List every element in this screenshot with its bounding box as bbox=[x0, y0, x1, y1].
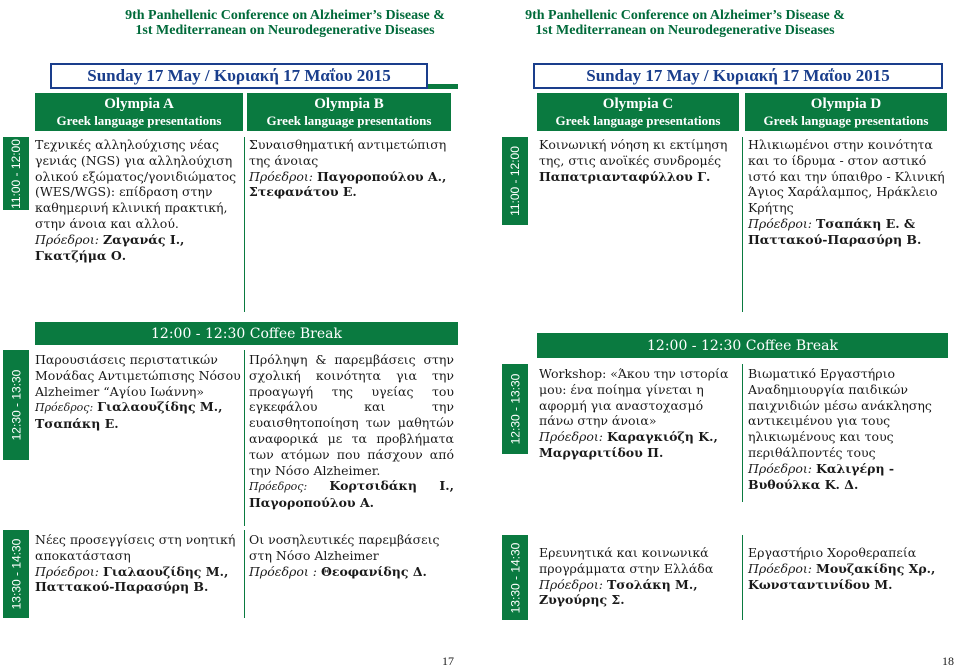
room-a-name: Olympia A bbox=[104, 96, 174, 112]
divider-c3-d3 bbox=[742, 535, 743, 620]
session-d2-chairs: Καλιγέρη - Βυθούλκα Κ. Δ. bbox=[748, 460, 895, 492]
left-day-band-extension bbox=[428, 84, 458, 89]
room-c-name: Olympia C bbox=[602, 96, 674, 112]
session-a1 bbox=[32, 137, 244, 263]
session-c1-chairs: Παπατριανταφύλλου Γ. bbox=[539, 168, 711, 184]
session-b1-chairs-label: Πρόεδροι: bbox=[249, 168, 313, 184]
left-conference-header bbox=[110, 8, 460, 38]
session-a1-title: Τεχνικές αλληλούχισης νέας γενιάς (NGS) για αλληλούχιση ολικού εξώματος/γονιδιώματος (WES/WGS): επίδραση στην καθημερινή κλινική πρακτική, στην άνοια και αλλού. bbox=[35, 137, 237, 231]
left-header-line1: 9th Panhellenic Conference on Alzheimer’s Disease & bbox=[125, 8, 445, 23]
left-time-1230-label: 12:30 - 13:30 bbox=[9, 369, 24, 441]
left-time-1330 bbox=[3, 530, 29, 618]
session-a3-chairs: Γιαλαουζίδης Μ., Παττακού-Παρασύρη Β. bbox=[35, 563, 229, 595]
session-d2-chairs-label: Πρόεδροι: bbox=[748, 460, 812, 476]
session-a1-chairs: Ζαγανάς Ι., Γκατζήμα Ο. bbox=[35, 231, 185, 263]
page-number-left: 17 bbox=[442, 654, 454, 668]
session-b2-chairs-label: Πρόεδρος: bbox=[249, 480, 308, 494]
session-c1-title: Κοινωνική νόηση κι εκτίμηση της, στις ανοϊκές συνδρομές bbox=[539, 137, 728, 168]
session-a2-title: Παρουσιάσεις περιστατικών Μονάδας Αντιμετώπισης Νόσου Alzheimer “Αγίου Ιωάννη» bbox=[35, 352, 241, 399]
session-a2-chairs: Γιαλαουζίδης Μ., Τσαπάκη Ε. bbox=[35, 399, 223, 432]
session-d1-chairs: Τσαπάκη Ε. & Παττακού-Παρασύρη Β. bbox=[748, 215, 922, 247]
session-c2 bbox=[536, 366, 740, 461]
session-a3 bbox=[32, 532, 244, 595]
right-time-1230 bbox=[502, 364, 528, 454]
right-header-line2: 1st Mediterranean on Neurodegenerative Diseases bbox=[535, 23, 835, 38]
session-d1-title: Ηλικιωμένοι στην κοινότητα και το ίδρυμα - στον αστικό ιστό και την ύπαιθρο - Κλινική Άγιος Χαράλαμπος, Ηράκλειο Κρήτης bbox=[748, 137, 945, 216]
session-b2-title: Πρόληψη & παρεμβάσεις στην σχολική κοινότητα για την προαγωγή της υγείας του εγκεφάλου και την ευαισθητοποίηση των μαθητών αναφορικά με τα προβλήματα των ατόμων που πάσχουν από την Νόσο Alzheimer. bbox=[249, 352, 454, 478]
room-b-sub: Greek language presentations bbox=[266, 113, 432, 128]
session-d2 bbox=[745, 366, 949, 492]
session-d3-title: Εργαστήριο Χοροθεραπεία bbox=[748, 545, 917, 560]
session-a3-title: Νέες προσεγγίσεις στη νοητική αποκατάσταση bbox=[35, 532, 236, 563]
session-a3-chairs-label: Πρόεδροι: bbox=[35, 563, 99, 579]
divider-a2-b2 bbox=[244, 350, 245, 526]
left-day-band: Sunday 17 May / Κυριακή 17 Μαΐου 2015 bbox=[50, 63, 428, 89]
room-header-olympia-c bbox=[537, 93, 739, 131]
right-conference-header bbox=[510, 8, 860, 38]
session-b3-chairs-label: Πρόεδροι : bbox=[249, 563, 317, 579]
session-b1 bbox=[246, 137, 454, 200]
session-d3 bbox=[745, 545, 949, 592]
divider-a3-b3 bbox=[244, 530, 245, 618]
session-b1-chairs: Παγοροπούλου Α., Στεφανάτου Ε. bbox=[249, 168, 447, 200]
divider-c2-d2 bbox=[742, 364, 743, 502]
right-day-band: Sunday 17 May / Κυριακή 17 Μαΐου 2015 bbox=[533, 63, 943, 89]
left-coffee-break: 12:00 - 12:30 Coffee Break bbox=[35, 322, 458, 345]
room-a-sub: Greek language presentations bbox=[56, 113, 222, 128]
left-time-1100 bbox=[3, 137, 29, 210]
room-b-name: Olympia B bbox=[314, 96, 384, 112]
session-a1-chairs-label: Πρόεδροι: bbox=[35, 231, 99, 247]
room-header-olympia-b bbox=[247, 93, 451, 131]
session-c2-chairs: Καραγκιόζη Κ., Μαργαριτίδου Π. bbox=[539, 429, 718, 460]
right-header-line1: 9th Panhellenic Conference on Alzheimer’s Disease & bbox=[525, 8, 845, 23]
session-b3-title: Οι νοσηλευτικές παρεμβάσεις στη Νόσο Alzheimer bbox=[249, 532, 440, 563]
session-b2 bbox=[246, 352, 454, 511]
session-d2-title: Βιωματικό Εργαστήριο Αναδημιουργία παιδικών παιχνιδιών μέσω ανάκλησης αντικειμένου για τους ηλικιωμένους και τους περιθάλποντές τους bbox=[748, 366, 932, 460]
session-d1-chairs-label: Πρόεδροι: bbox=[748, 215, 812, 231]
session-b3 bbox=[246, 532, 454, 579]
session-a2 bbox=[32, 352, 242, 432]
right-time-1330-label: 13:30 - 14:30 bbox=[508, 542, 523, 613]
session-b3-chairs: Θεοφανίδης Δ. bbox=[320, 563, 427, 579]
session-d3-chairs-label: Πρόεδροι: bbox=[748, 560, 812, 576]
room-d-name: Olympia D bbox=[810, 96, 882, 112]
left-header-line2: 1st Mediterranean on Neurodegenerative Diseases bbox=[135, 23, 435, 38]
divider-a1-b1 bbox=[244, 137, 245, 312]
right-time-1330 bbox=[502, 535, 528, 620]
session-a2-chairs-label: Πρόεδρος: bbox=[35, 401, 94, 415]
session-d3-chairs: Μουζακίδης Χρ., Κωνσταντινίδου Μ. bbox=[748, 560, 936, 592]
right-coffee-break: 12:00 - 12:30 Coffee Break bbox=[537, 333, 948, 358]
session-b2-chairs: Κορτσιδάκη Ι., Παγοροπούλου Α. bbox=[249, 478, 454, 511]
right-time-1230-label: 12:30 - 13:30 bbox=[508, 373, 523, 445]
session-c2-chairs-label: Πρόεδροι: bbox=[539, 429, 603, 445]
room-header-olympia-a bbox=[35, 93, 243, 131]
session-c3-chairs: Τσολάκη Μ., Ζυγούρης Σ. bbox=[539, 576, 698, 608]
right-time-1100-label: 11:00 - 12:00 bbox=[508, 146, 522, 216]
session-b1-title: Συναισθηματική αντιμετώπιση της άνοιας bbox=[249, 137, 447, 168]
room-header-olympia-d bbox=[745, 93, 947, 131]
room-d-sub: Greek language presentations bbox=[763, 113, 929, 128]
page-number-right: 18 bbox=[942, 654, 954, 668]
session-c2-title: Workshop: «Άκου την ιστορία μου: ένα ποίημα γίνεται η αφορμή για αναστοχασμό πάνω στην άνοια» bbox=[539, 366, 729, 429]
left-time-1230 bbox=[3, 350, 29, 460]
session-c3 bbox=[536, 545, 740, 608]
session-c1 bbox=[536, 137, 740, 184]
room-c-sub: Greek language presentations bbox=[555, 113, 721, 128]
divider-c1-d1 bbox=[742, 137, 743, 312]
session-c3-title: Ερευνητικά και κοινωνικά προγράμματα στην Ελλάδα bbox=[539, 545, 714, 576]
left-time-1330-label: 13:30 - 14:30 bbox=[9, 538, 24, 610]
left-time-1100-label: 11:00 - 12:00 bbox=[9, 138, 23, 209]
session-d1 bbox=[745, 137, 949, 248]
session-c3-chairs-label: Πρόεδροι: bbox=[539, 576, 603, 592]
right-time-1100 bbox=[502, 137, 528, 225]
